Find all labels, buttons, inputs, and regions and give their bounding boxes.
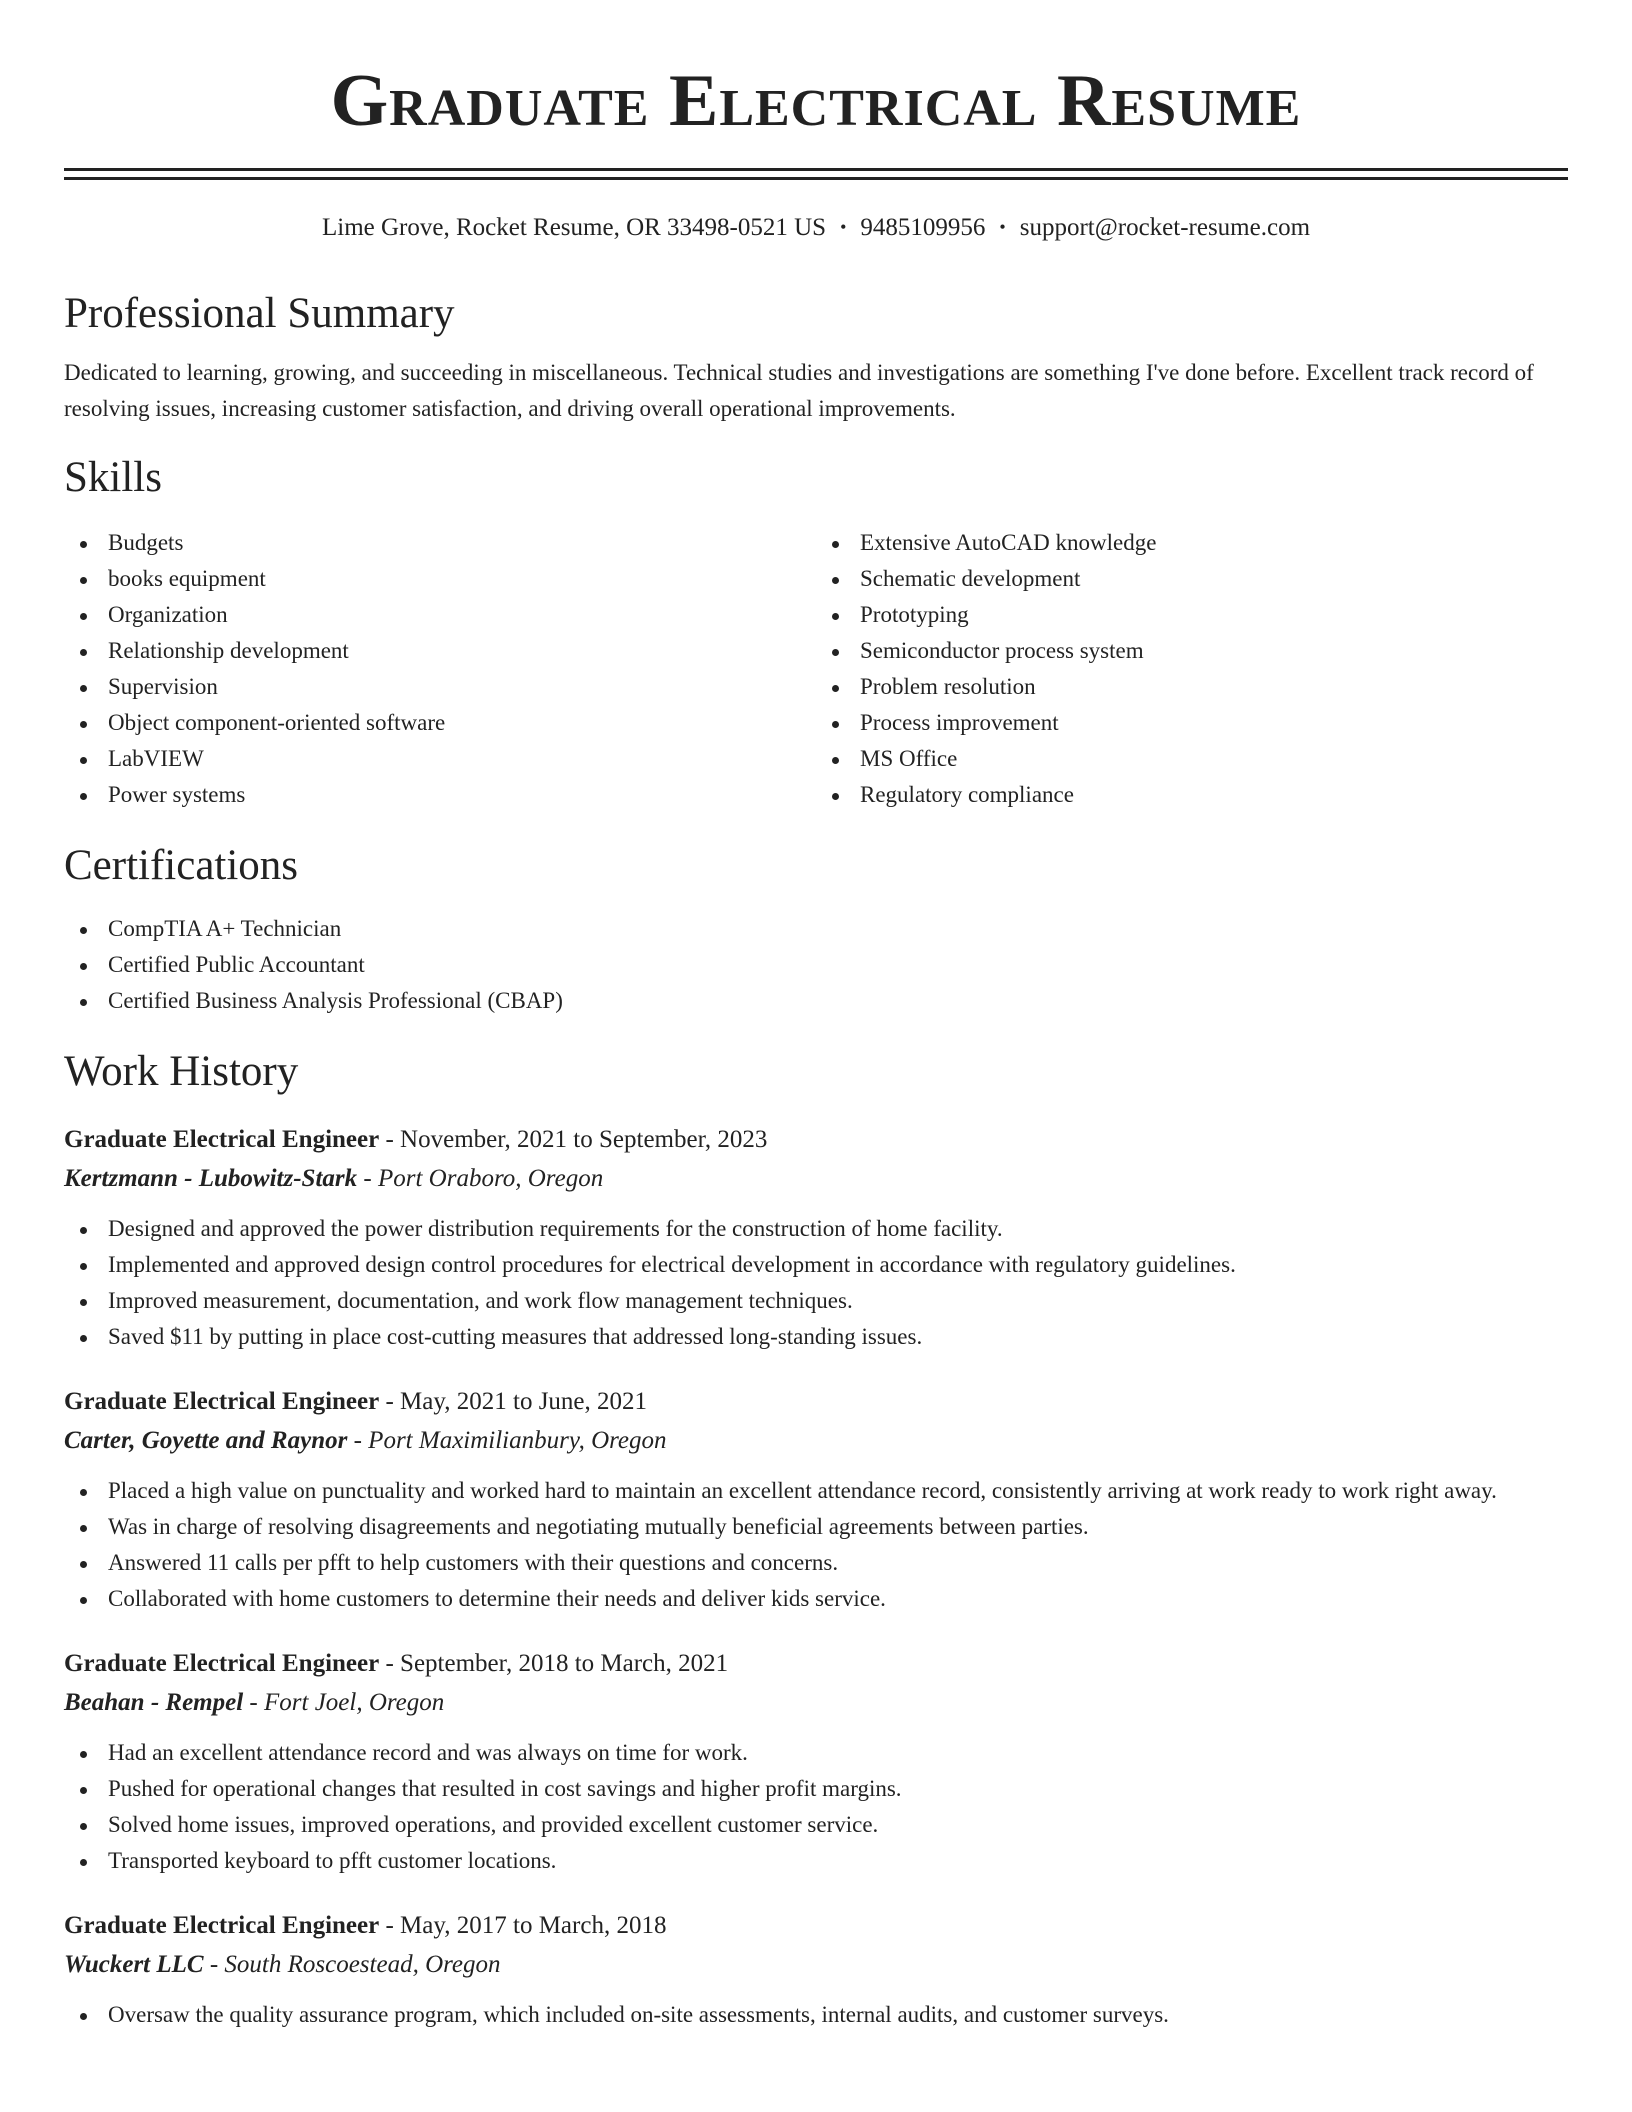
- contact-email: support@rocket-resume.com: [1019, 214, 1311, 241]
- job-company: Beahan - Rempel: [64, 1689, 244, 1716]
- job-dates: - May, 2021 to June, 2021: [379, 1388, 648, 1415]
- job-company: Kertzmann - Lubowitz-Stark: [64, 1165, 358, 1192]
- summary-section: [64, 289, 1568, 427]
- job-employer: [64, 1683, 1568, 1723]
- skill-item: Budgets: [64, 525, 816, 561]
- summary-text: Dedicated to learning, growing, and succeeding in miscellaneous. Technical studies and investigations are something I've done before. Excellent track record of resolving issues, increasing customer satisfaction, and driving overall operational improvements.: [64, 360, 1534, 421]
- job-title: Graduate Electrical Engineer: [64, 1912, 380, 1939]
- title-divider-thick: [64, 168, 1568, 171]
- certification-item: Certified Public Accountant: [64, 947, 1568, 983]
- job-duty: Improved measurement, documentation, and work flow management techniques.: [64, 1283, 1568, 1319]
- skills-list-left: [64, 525, 816, 813]
- summary-heading: Professional Summary: [64, 290, 455, 337]
- job-duties-list: [64, 1997, 1568, 2033]
- contact-phone: 9485109956: [860, 214, 986, 241]
- job-duty: Implemented and approved design control procedures for electrical development in accordance with regulatory guidelines.: [64, 1247, 1568, 1283]
- skill-item: Semiconductor process system: [816, 633, 1568, 669]
- work-history-heading: Work History: [64, 1048, 299, 1095]
- job-duty: Was in charge of resolving disagreements and negotiating mutually beneficial agreements between parties.: [64, 1509, 1568, 1545]
- skills-list-right: [816, 525, 1568, 813]
- job-duty: Collaborated with home customers to determine their needs and deliver kids service.: [64, 1581, 1568, 1617]
- job-dates: - May, 2017 to March, 2018: [379, 1912, 667, 1939]
- job-duty: Had an excellent attendance record and was always on time for work.: [64, 1735, 1568, 1771]
- skill-item: Process improvement: [816, 705, 1568, 741]
- job-location: - Fort Joel, Oregon: [243, 1689, 445, 1716]
- contact-line: [64, 210, 1568, 245]
- skills-section: [64, 453, 1568, 813]
- contact-address: Lime Grove, Rocket Resume, OR 33498-0521 US: [321, 214, 827, 241]
- job-duty: Transported keyboard to pfft customer locations.: [64, 1843, 1568, 1879]
- skill-item: Extensive AutoCAD knowledge: [816, 525, 1568, 561]
- job-employer: [64, 1945, 1568, 1985]
- job-title: Graduate Electrical Engineer: [64, 1126, 380, 1153]
- job-title: Graduate Electrical Engineer: [64, 1650, 380, 1677]
- job-entry: [64, 1383, 1568, 1617]
- job-duty: Designed and approved the power distribution requirements for the construction of home facility.: [64, 1211, 1568, 1247]
- job-duty: Saved $11 by putting in place cost-cutting measures that addressed long-standing issues.: [64, 1319, 1568, 1355]
- skill-item: Object component-oriented software: [64, 705, 816, 741]
- skills-columns: [64, 525, 1568, 813]
- skill-item: LabVIEW: [64, 741, 816, 777]
- job-duty: Answered 11 calls per pfft to help customers with their questions and concerns.: [64, 1545, 1568, 1581]
- job-header: [64, 1121, 1568, 1159]
- skill-item: Prototyping: [816, 597, 1568, 633]
- skills-heading: Skills: [64, 454, 162, 501]
- skill-item: Regulatory compliance: [816, 777, 1568, 813]
- skill-item: books equipment: [64, 561, 816, 597]
- job-company: Wuckert LLC: [64, 1951, 204, 1978]
- contact-separator: •: [840, 217, 847, 237]
- work-history-section: [64, 1047, 1568, 2033]
- job-header: [64, 1645, 1568, 1683]
- job-location: - Port Oraboro, Oregon: [357, 1165, 604, 1192]
- job-duties-list: [64, 1211, 1568, 1355]
- job-employer: [64, 1421, 1568, 1461]
- job-header: [64, 1383, 1568, 1421]
- job-header: [64, 1907, 1568, 1945]
- certifications-list: [64, 911, 1568, 1019]
- skill-item: Power systems: [64, 777, 816, 813]
- job-employer: [64, 1159, 1568, 1199]
- job-location: - South Roscoestead, Oregon: [203, 1951, 501, 1978]
- certification-item: Certified Business Analysis Professional (CBAP): [64, 983, 1568, 1019]
- job-duty: Oversaw the quality assurance program, which included on-site assessments, internal audits, and customer surveys.: [64, 1997, 1568, 2033]
- job-duty: Pushed for operational changes that resulted in cost savings and higher profit margins.: [64, 1771, 1568, 1807]
- certifications-heading: Certifications: [64, 842, 299, 889]
- job-entry: [64, 1907, 1568, 2033]
- certifications-section: [64, 841, 1568, 1019]
- job-duty: Solved home issues, improved operations, and provided excellent customer service.: [64, 1807, 1568, 1843]
- job-title: Graduate Electrical Engineer: [64, 1388, 380, 1415]
- contact-separator: •: [999, 217, 1006, 237]
- skill-item: MS Office: [816, 741, 1568, 777]
- skill-item: Relationship development: [64, 633, 816, 669]
- job-entry: [64, 1645, 1568, 1879]
- resume-title: Graduate Electrical Resume: [330, 60, 1302, 142]
- title-divider-thin: [64, 177, 1568, 180]
- skill-item: Problem resolution: [816, 669, 1568, 705]
- job-duty: Placed a high value on punctuality and worked hard to maintain an excellent attendance record, consistently arriving at work ready to work right away.: [64, 1473, 1568, 1509]
- job-dates: - November, 2021 to September, 2023: [379, 1126, 768, 1153]
- job-duties-list: [64, 1735, 1568, 1879]
- certification-item: CompTIA A+ Technician: [64, 911, 1568, 947]
- job-location: - Port Maximilianbury, Oregon: [347, 1427, 667, 1454]
- job-dates: - September, 2018 to March, 2021: [379, 1650, 729, 1677]
- skill-item: Organization: [64, 597, 816, 633]
- skill-item: Supervision: [64, 669, 816, 705]
- job-entry: [64, 1121, 1568, 1355]
- skill-item: Schematic development: [816, 561, 1568, 597]
- job-duties-list: [64, 1473, 1568, 1617]
- job-company: Carter, Goyette and Raynor: [64, 1427, 348, 1454]
